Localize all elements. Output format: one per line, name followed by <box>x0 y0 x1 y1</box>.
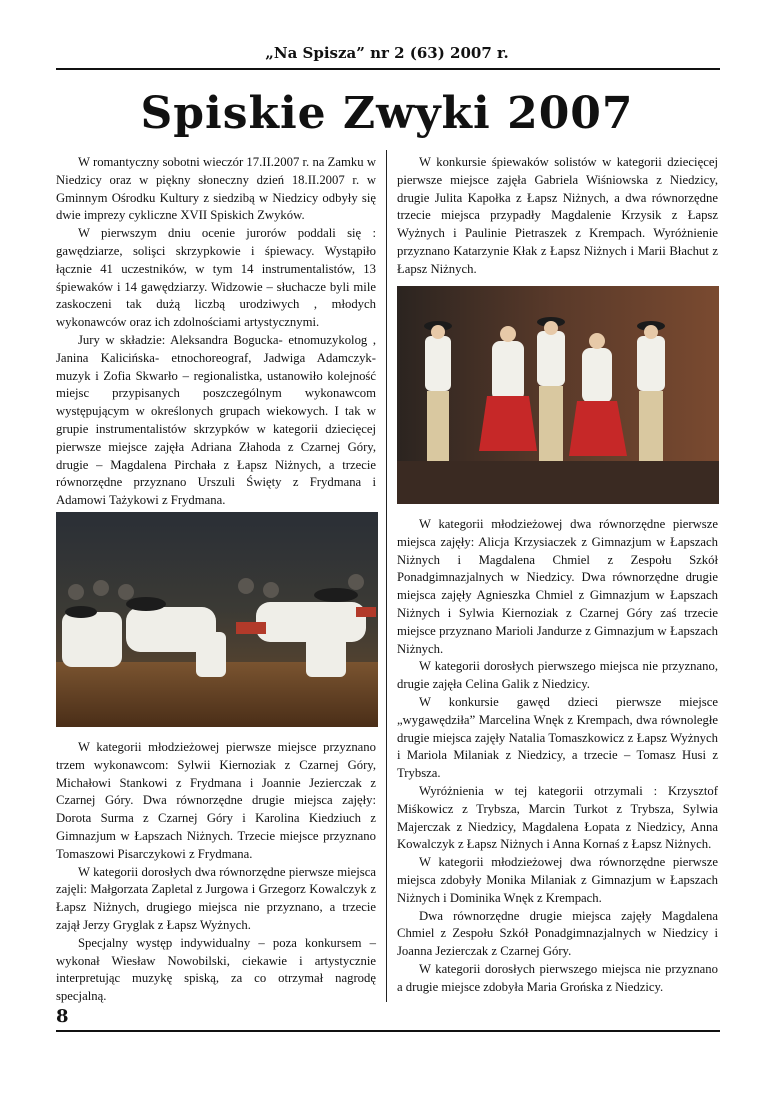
highlander-dance-photo <box>56 512 378 727</box>
page-number: 8 <box>56 1006 69 1027</box>
header-rule <box>56 68 720 70</box>
paragraph: W kategorii dorosłych pierwszego miejsca nie przyznano a drugie miejsce zdobyła Maria Grońska z Niedzicy. <box>397 961 718 994</box>
article-title: Spiskie Zwyki 2007 <box>140 88 634 139</box>
paragraph: W romantyczny sobotni wieczór 17.II.2007 r. na Zamku w Niedzicy oraz w piękny słoneczny dzień 18.II.2007 r. w Gminnym Ośrodku Kultury z siedzibą w Niedzicy odbyły się dwie imprezy cykliczne XVII Spiskich Zwyków. <box>56 155 376 223</box>
right-column-top <box>397 154 718 279</box>
paragraph: Specjalny występ indywidualny – poza konkursem – wykonał Wiesław Nowobilski, ciekawie i artystycznie interpretując muzykę spiską, za co otrzymał nagrodę specjalną. <box>56 935 376 1004</box>
paragraph: Wyróżnienia w tej kategorii otrzymali : Krzysztof Miśkowicz z Trybsza, Marcin Turkot z Trybsza, Sylwia Majerczak z Niedzicy, Magdalena Łopata z Niedzicy, Anna Kowalczyk z Łapsz Niżnych i Anna Kornaś z Łapsz Niżnych. <box>397 783 718 852</box>
paragraph: W konkursie gawęd dzieci pierwsze miejsce „wygawędziła” Marcelina Wnęk z Krempach, dwa równoległe drugie miejsca zajęły Natalia Tomaszkowicz z Łapsz Wyżnych i Mariola Milaniak z Niedzicy, a trzecie – Tomasz Husi z Trybsza. <box>397 694 718 781</box>
paragraph: W kategorii młodzieżowej dwa równorzędne pierwsze miejsca zdobyły Monika Milaniak z Gimnazjum w Łapszach Niżnych i Dominika Wnęk z Krempach. <box>397 855 718 905</box>
left-column-top <box>56 154 376 510</box>
right-column-bottom <box>397 516 718 997</box>
paragraph: W kategorii młodzieżowej dwa równorzędne pierwsze miejsca zajęły: Alicja Krzysiaczek z Gimnazjum w Łapszach Niżnych i Magdalena Chmiel z Zespołu Szkół Ponadgimnazjalnych w Niedzicy. Dwa równorzędne drugie miejsca zajęły Agnieszka Chmiel z Gimnazjum w Łapszach Niżnych i Sylwia Kiernoziak z Czarnej Góry zaś trzecie miejsce przyznano Marioli Jandurze z Gimnazjum w Łapszach Niżnych. <box>397 517 718 656</box>
paragraph: W pierwszym dniu ocenie jurorów poddali się : gawędziarze, solişci skrzypkowie i śpiewacy. Wystąpiło łącznie 41 uczestników, w tym 14 instrumentalistów, 13 śpiewaków i 14 gawędziarzy. Widzowie – słuchacze byli mile zaskoczeni tak dużą liczbą urodziwych , młodych wykonawców oraz ich zdolnościami artystycznymi. <box>56 226 376 330</box>
folk-dancers-photo <box>397 286 719 504</box>
paragraph: W kategorii dorosłych dwa równorzędne pierwsze miejsca zajęli: Małgorzata Zapletal z Jurgowa i Grzegorz Kowalczyk z Łapsz Niżnych, drugiego miejsca nie przyznano, a trzecie zajął Jerzy Gryglak z Łapsz Wyżnych. <box>56 864 376 932</box>
footer-rule <box>56 1030 720 1032</box>
left-column-bottom <box>56 739 376 1006</box>
paragraph: Jury w składzie: Aleksandra Bogucka- etnomuzykolog , Janina Kalicińska- etnochoreograf, Jadwiga Adamczyk- muzyk i Zofia Skwarło – regionalistka, ustanowiło kolejność miejsc przypisanych poszczególnym wykonawcom występującym w określonych grupach wiekowych. I tak w grupie instrumentalistów skrzypków w kategorii dziecięcej pierwsze miejsce zajęła Adriana Złahoda z Czarnej Góry, drugie – Magdalena Pirchała z Łapsz Niżnych, a trzecie równorzędne przyznano Urszuli Święty z Frydmana i Adamowi Tażykowi z Frydmana. <box>56 332 376 508</box>
paragraph: W konkursie śpiewaków solistów w kategorii dziecięcej pierwsze miejsce zajęła Gabriela Wiśniowska z Niedzicy, drugie Julita Kapołka z Łapsz Niżnych, a dwa równorzędne trzecie miejsca przypadły Magdalenie Krzysik z Łapsz Wyżnych i Paulinie Pietraszek z Krempach. Wyróżnienie przyznano Katarzynie Kłak z Łapsz Niżnych i Marii Błachut z Łapsz Niżnych. <box>397 155 718 276</box>
paragraph: W kategorii dorosłych pierwszego miejsca nie przyznano, drugie zajęła Celina Galik z Niedzicy. <box>397 659 718 692</box>
running-header: „Na Spisza” nr 2 (63) 2007 r. <box>265 44 509 62</box>
column-divider <box>386 150 387 1002</box>
paragraph: W kategorii młodzieżowej pierwsze miejsce przyznano trzem wykonawcom: Sylwii Kiernoziak z Czarnej Góry, Michałowi Stankowi z Frydmana i Joannie Jezierczak z Czarnej Góry. Dwa równorzędne drugie miejsca zajęły: Dorota Surma z Czarnej Góry i Karolina Kiedziuch z Gimnazjum w Łapszach Niżnych. Trzecie miejsce przyznano Tomaszowi Pisarczykowi z Frydmana. <box>56 740 376 861</box>
paragraph: Dwa równorzędne drugie miejsca zajęły Magdalena Chmiel z Zespołu Szkół Ponadgimnazjalnych w Niedzicy i Joanna Jezierczak z Czarnej Góry. <box>397 908 718 959</box>
